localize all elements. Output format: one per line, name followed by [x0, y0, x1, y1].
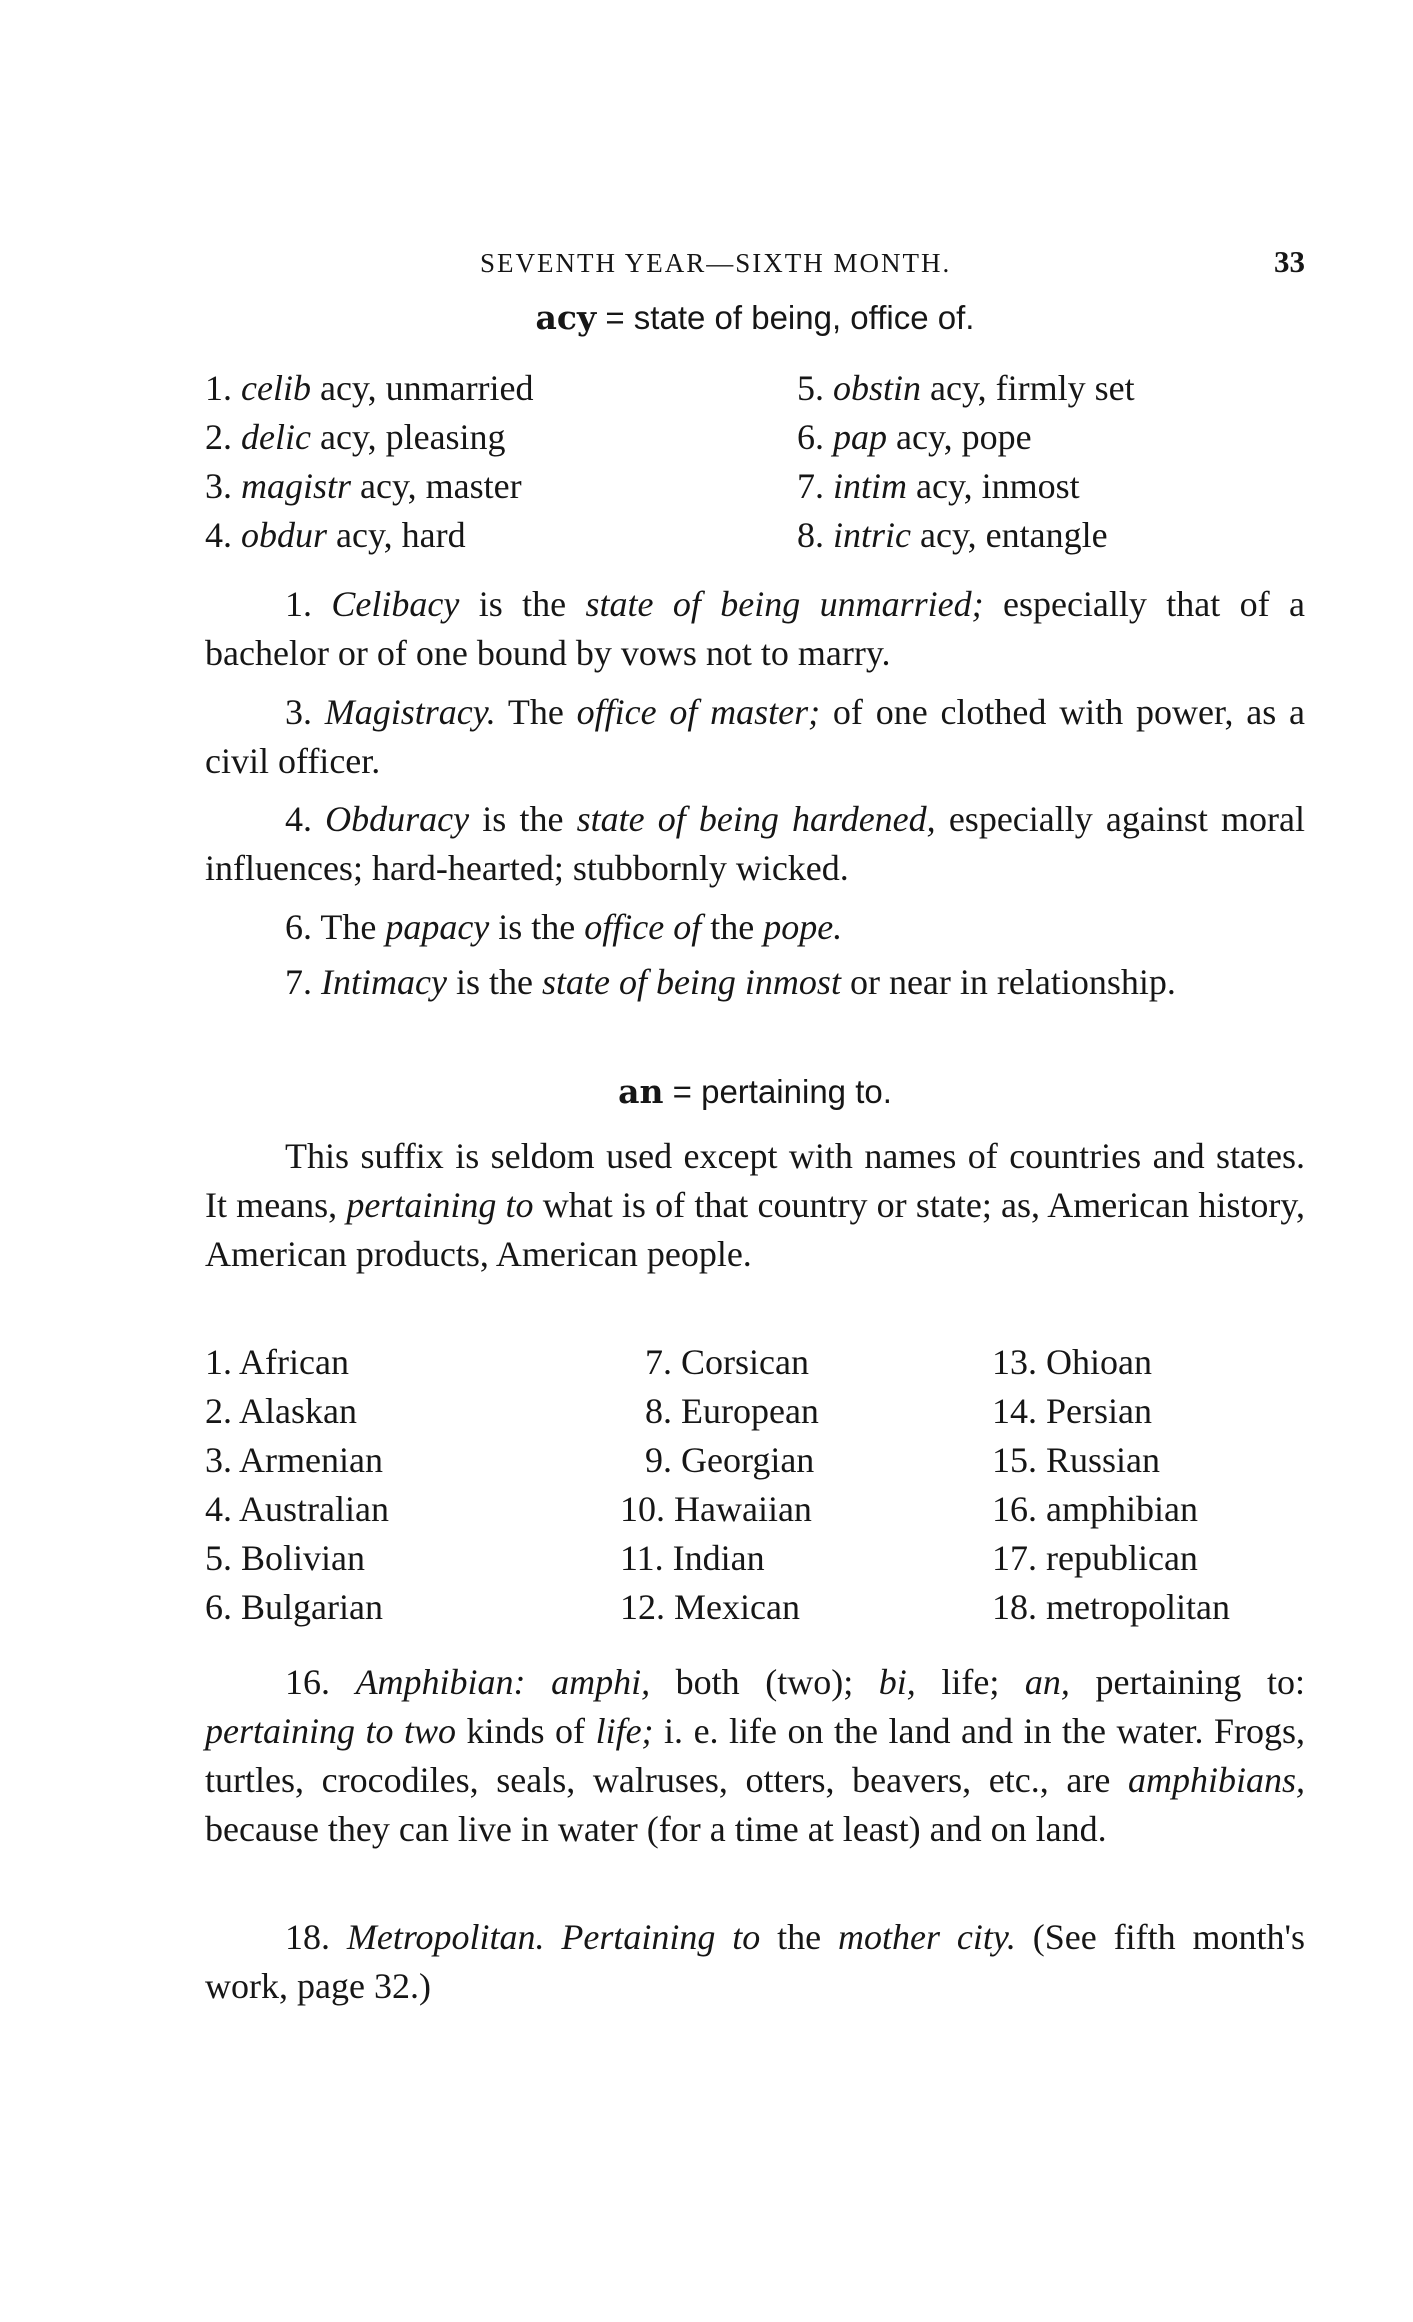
- an-intro-paragraph: This suffix is seldom used except with names of countries and states. It means, pertaining to what is of that country or state; as, American history, American products, American people.: [205, 1136, 1306, 1274]
- list-item: 18. metropolitan: [992, 1587, 1230, 1627]
- note-celibacy: 1. Celibacy is the state of being unmarried; especially that of a bachelor or of one bound by vows not to marry.: [205, 584, 1305, 673]
- list-item: 6. pap acy, pope: [797, 417, 1032, 457]
- list-item: 8. intric acy, entangle: [797, 515, 1108, 555]
- running-head: [205, 240, 1305, 290]
- note-metropolitan: 18. Metropolitan. Pertaining to the mother city. (See fifth month's work, page 32.): [205, 1917, 1306, 2006]
- list-item: 7. intim acy, inmost: [797, 466, 1080, 506]
- list-item: 10. Hawaiian: [620, 1489, 812, 1529]
- acy-definition: = state of being, office of.: [596, 299, 975, 336]
- list-item: 3. magistr acy, master: [205, 466, 522, 506]
- list-item: 6. Bulgarian: [205, 1587, 383, 1627]
- list-item: 14. Persian: [992, 1391, 1152, 1431]
- suffix-an: an: [618, 1072, 664, 1111]
- list-item: 7. Corsican: [645, 1342, 809, 1382]
- list-item: 16. amphibian: [992, 1489, 1198, 1529]
- list-item: 11. Indian: [620, 1538, 765, 1578]
- note-obduracy: 4. Obduracy is the state of being hardened, especially against moral influences; hard-hearted; stubbornly wicked.: [205, 799, 1306, 888]
- running-title: SEVENTH YEAR—SIXTH MONTH.: [480, 248, 952, 278]
- note-amphibian: 16. Amphibian: amphi, both (two); bi, life; an, pertaining to: pertaining to two kinds of life; i. e. life on the land and in the water. Frogs, turtles, crocodiles, seals, walruses, otters, beavers, etc., are amphibians, because they can live in water (for a time at least) and on land.: [205, 1662, 1305, 1849]
- list-item: 2. delic acy, pleasing: [205, 417, 506, 457]
- list-item: 2. Alaskan: [205, 1391, 357, 1431]
- list-item: 3. Armenian: [205, 1440, 383, 1480]
- list-item: 12. Mexican: [620, 1587, 800, 1627]
- an-section-title: [205, 1072, 1305, 1111]
- list-item: 1. African: [205, 1342, 349, 1382]
- acy-section-title: [205, 298, 1305, 337]
- list-item: 4. obdur acy, hard: [205, 515, 466, 555]
- list-item: 9. Georgian: [645, 1440, 815, 1480]
- note-intimacy: 7. Intimacy is the state of being inmost or near in relationship.: [285, 962, 1176, 1002]
- suffix-acy: acy: [535, 298, 597, 337]
- list-item: 5. obstin acy, firmly set: [797, 368, 1135, 408]
- page-number: 33: [1274, 244, 1305, 279]
- note-papacy: 6. The papacy is the office of the pope.: [285, 907, 843, 947]
- list-item: 13. Ohioan: [992, 1342, 1152, 1382]
- an-definition: = pertaining to.: [663, 1073, 892, 1110]
- list-item: 5. Bolivian: [205, 1538, 365, 1578]
- list-item: 17. republican: [992, 1538, 1198, 1578]
- note-magistracy: 3. Magistracy. The office of master; of one clothed with power, as a civil officer.: [205, 692, 1306, 781]
- list-item: 1. celib acy, unmarried: [205, 368, 534, 408]
- list-item: 8. European: [645, 1391, 819, 1431]
- list-item: 4. Australian: [205, 1489, 389, 1529]
- list-item: 15. Russian: [992, 1440, 1161, 1480]
